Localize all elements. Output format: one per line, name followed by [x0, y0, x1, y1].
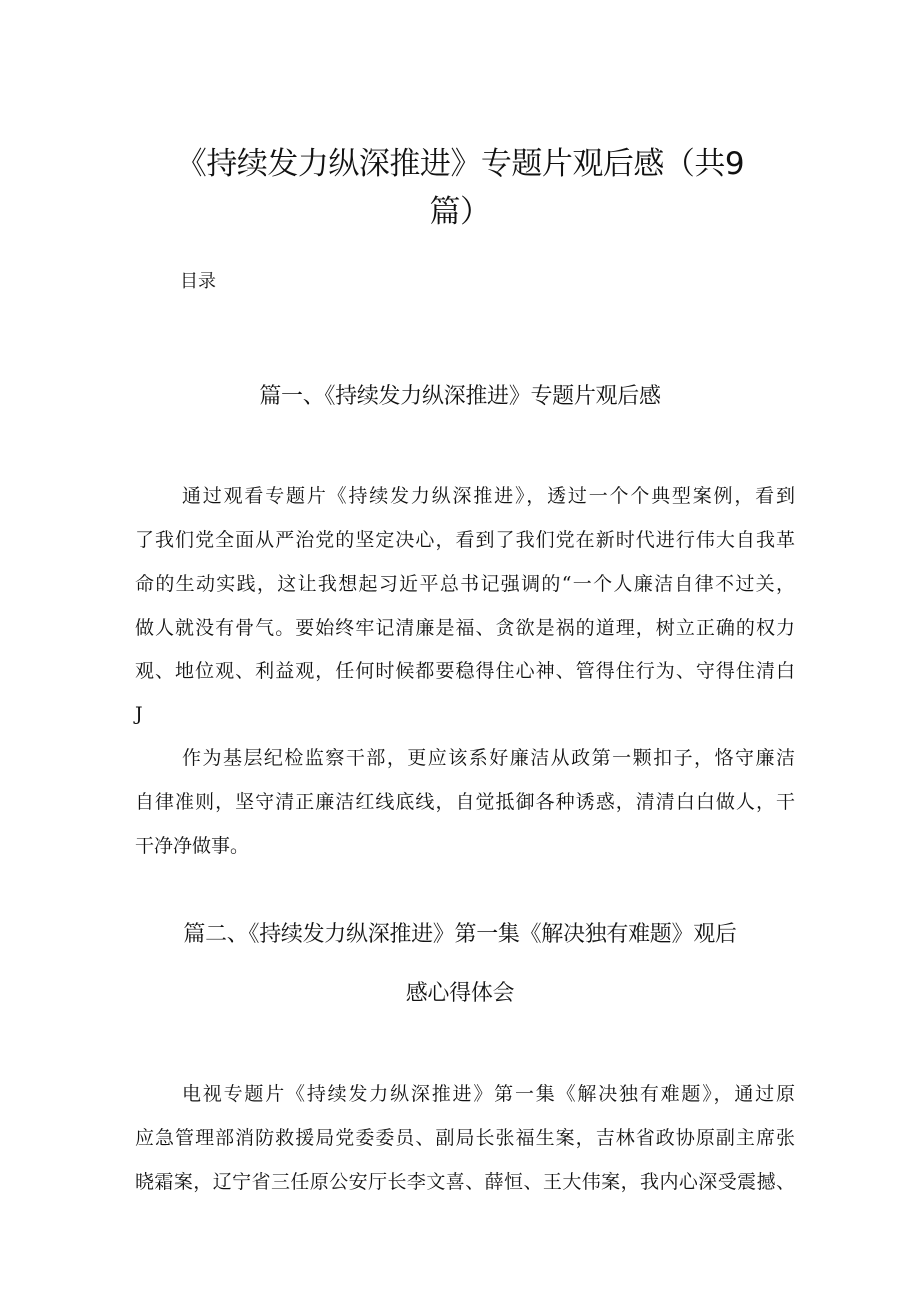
section-1-para-1-line-2: 了我们党全面从严治党的坚定决心，看到了我们党在新时代进行伟大自我革 [135, 529, 795, 551]
section-2-heading-line-1: 篇二、《持续发力纵深推进》第一集《解决独有难题》观后 [183, 922, 737, 947]
section-1-heading: 篇一、《持续发力纵深推进》专题片观后感 [259, 384, 661, 409]
section-1-para-2-line-2: 自律准则，坚守清正廉洁红线底线，自觉抵御各种诱惑，清清白白做人，干 [135, 791, 795, 813]
section-1-para-1-line-3: 命的生动实践，这让我想起习近平总书记强调的“一个人廉洁自律不过关， [135, 573, 795, 595]
section-2-para-1-line-3: 晓霜案，辽宁省三任原公安厅长李文喜、薛恒、王大伟案，我内心深受震撼、 [135, 1171, 795, 1193]
document-title-line-2: 篇） [429, 194, 491, 230]
section-2-para-1-line-2: 应急管理部消防救援局党委委员、副局长张福生案，吉林省政协原副主席张 [135, 1127, 795, 1149]
section-2-heading-line-2: 感心得体会 [405, 981, 515, 1006]
document-title-line-1: 《持续发力纵深推进》专题片观后感（共9 [175, 146, 745, 182]
section-1-para-1-line-5: 观、地位观、利益观，任何时候都要稳得住心神、管得住行为、守得住清白 [135, 660, 795, 682]
section-2-para-1-line-1: 电视专题片《持续发力纵深推进》第一集《解决独有难题》，通过原 [182, 1083, 795, 1105]
section-1-para-2-line-3: 干净净做事。 [135, 835, 250, 857]
section-1-para-2-line-1: 作为基层纪检监察干部，更应该系好廉洁从政第一颗扣子，恪守廉洁 [182, 747, 795, 769]
section-1-para-1-line-1: 通过观看专题片《持续发力纵深推进》，透过一个个典型案例，看到 [182, 485, 795, 507]
toc-label: 目录 [180, 271, 216, 292]
section-1-para-1-line-4: 做人就没有骨气。要始终牢记清廉是福、贪欲是祸的道理，树立正确的权力 [135, 617, 795, 639]
section-1-para-1-line-6: J [135, 703, 143, 725]
